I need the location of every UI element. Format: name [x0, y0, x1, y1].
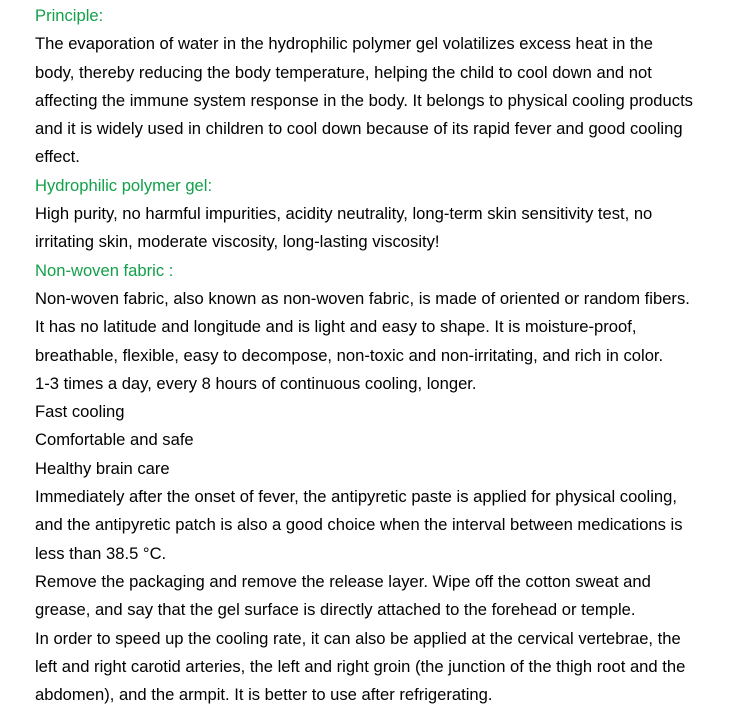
fabric-text-line: breathable, flexible, easy to decompose, non-toxic and non-irritating, and rich in color. [35, 345, 664, 365]
fabric-heading: Non-woven fabric : [35, 260, 174, 280]
product-description-document [35, 2, 747, 709]
principle-text-line: The evaporation of water in the hydrophilic polymer gel volatilizes excess heat in the [35, 34, 653, 54]
gel-text-line: High purity, no harmful impurities, acidity neutrality, long-term skin sensitivity test, no [35, 204, 653, 224]
fabric-text-line: Non-woven fabric, also known as non-woven fabric, is made of oriented or random fibers. [35, 288, 690, 308]
principle-text-line: and it is widely used in children to cool down because of its rapid fever and good cooling [35, 119, 683, 139]
usage-text-line: In order to speed up the cooling rate, it can also be applied at the cervical vertebrae, the [35, 628, 681, 648]
usage-text-line: Comfortable and safe [35, 430, 194, 450]
usage-text-line: less than 38.5 °C. [35, 543, 167, 563]
usage-text-line: Immediately after the onset of fever, the antipyretic paste is applied for physical cooling, [35, 487, 677, 507]
gel-text-line: irritating skin, moderate viscosity, long-lasting viscosity! [35, 232, 440, 252]
usage-text-line: Healthy brain care [35, 458, 170, 478]
usage-text-line: Remove the packaging and remove the release layer. Wipe off the cotton sweat and [35, 571, 651, 591]
usage-text-line: Fast cooling [35, 402, 125, 422]
usage-text-line: grease, and say that the gel surface is directly attached to the forehead or temple. [35, 600, 636, 620]
principle-text-line: effect. [35, 147, 80, 167]
fabric-text-line: It has no latitude and longitude and is light and easy to shape. It is moisture-proof, [35, 317, 637, 337]
usage-text-line: abdomen), and the armpit. It is better to use after refrigerating. [35, 685, 493, 705]
principle-text-line: affecting the immune system response in the body. It belongs to physical cooling products [35, 90, 693, 110]
principle-text-line: body, thereby reducing the body temperature, helping the child to cool down and not [35, 62, 652, 82]
gel-heading: Hydrophilic polymer gel: [35, 175, 213, 195]
usage-text-line: left and right carotid arteries, the left and right groin (the junction of the thigh root and the [35, 656, 686, 676]
principle-heading: Principle: [35, 6, 104, 25]
usage-text-line: and the antipyretic patch is also a good choice when the interval between medications is [35, 515, 683, 535]
usage-text-line: 1-3 times a day, every 8 hours of continuous cooling, longer. [35, 373, 477, 393]
